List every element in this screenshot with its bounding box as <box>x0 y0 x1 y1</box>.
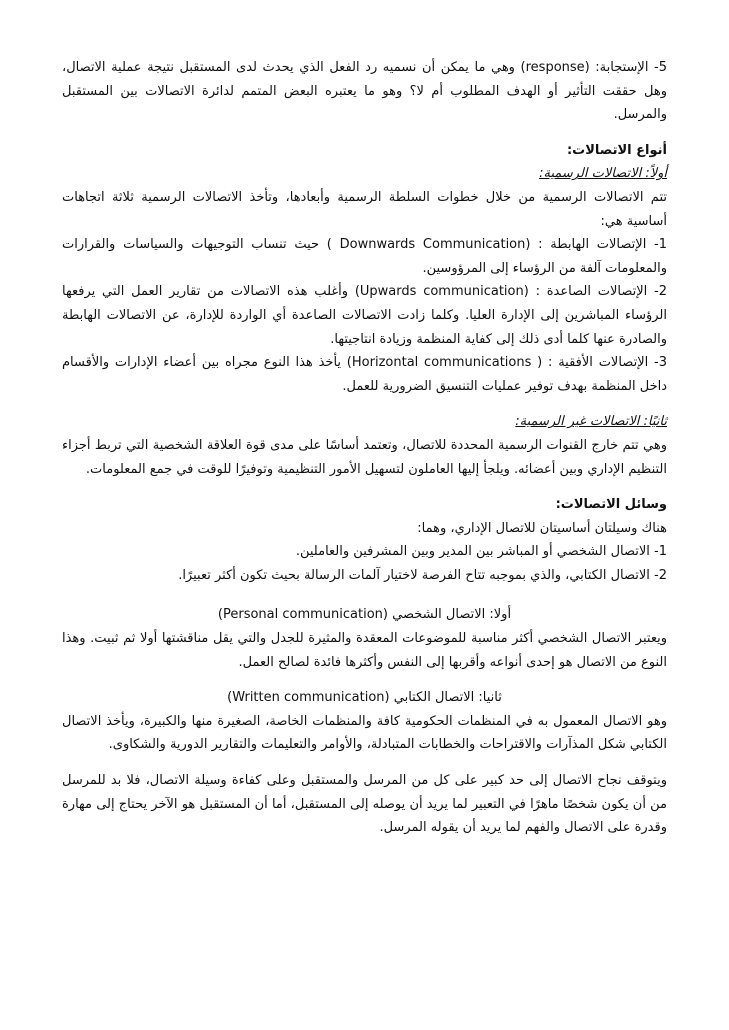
paragraph-means-2: 2- الاتصال الكتابي، والذي بموجبه تتاح الفرصة لاختيار آلمات الرسالة بحيث تكون أكثر تعبيرًا. <box>178 567 667 583</box>
subheading-informal: ثانيًا: الاتصالات غير الرسمية: <box>515 414 667 430</box>
heading-personal: أولا: الاتصال الشخصي (Personal communication) <box>217 607 512 623</box>
paragraph-means-intro: هناك وسيلتان أساسيتان للاتصال الإداري، وهما: <box>417 520 667 536</box>
heading-types: أنواع الاتصالات: <box>566 142 667 158</box>
paragraph-upward: 2- الإتصالات الصاعدة : (Upwards communication) وأغلب هذه الاتصالات من تقارير العمل التي يرفعها الرؤساء المباشرين إلى الإدارة العليا. وكلما زادت الاتصالات الصاعدة أي الواردة للإدارة، عن الاتصالات الهابطة والصادرة عنها كلما أدى ذلك إلى كفاية المنظمة وزيادة انتاجيتها. <box>62 284 667 347</box>
paragraph-informal: وهي تتم خارج القنوات الرسمية المحددة للاتصال، وتعتمد أساسًا على مدى قوة العلاقة الشخصية التي تربط أجزاء التنظيم الإداري وبين أعضائه. ويلجأ إليها العاملون لتسهيل الأمور التنظيمية وتوفيرًا للوقت في جمع المعلومات. <box>62 437 667 477</box>
paragraph-formal: تتم الاتصالات الرسمية من خلال خطوات السلطة الرسمية وأبعادها، وتأخذ الاتصالات الرسمية ثلاثة اتجاهات أساسية هي: <box>62 189 667 229</box>
heading-written: ثانيا: الاتصال الكتابي (Written communication) <box>227 690 502 706</box>
paragraph-written: وهو الاتصال المعمول به في المنظمات الحكومية كافة والمنظمات الخاصة، الصغيرة منها والكبيرة، ويأخذ الاتصال الكتابي شكل المذآرات والاقتراحات والخطابات المتبادلة، والأوامر والتعليمات والتقارير الدورية والشكاوى. <box>62 713 667 753</box>
subheading-formal: أولاً: الاتصالات الرسمية: <box>539 166 667 182</box>
paragraph-means-1: 1- الاتصال الشخصي أو المباشر بين المدير وبين المشرفين والعاملين. <box>295 544 667 560</box>
paragraph-response: 5- الإستجابة: (response) وهي ما يمكن أن نسميه رد الفعل الذي يحدث لدى المستقبل نتيجة عملية الاتصال، وهل حققت التأثير أو الهدف المطلوب أم لا؟ وهو ما يعتبره البعض المتمم لدائرة الاتصالات بين المستقبل والمرسل. <box>62 60 667 123</box>
paragraph-success: ويتوقف نجاح الاتصال إلى حد كبير على كل من المرسل والمستقبل وعلى كفاءة وسيلة الاتصال، فلا بد للمرسل من أن يكون شخصًا ماهرًا في التعبير لما يريد أن يوصله إلى المستقبل، أما أن المستقبل هو الآخر يحتاج إلى مهارة وقدرة على الاتصال والفهم لما يريد أن يقوله المرسل. <box>62 773 667 836</box>
paragraph-downward: 1- الإتصالات الهابطة : (Downwards Communication ) حيث تنساب التوجيهات والسياسات والقرارات والمعلومات آلفة من الرؤساء إلى المرؤوسين. <box>62 237 668 276</box>
paragraph-personal: ويعتبر الاتصال الشخصي أكثر مناسبة للموضوعات المعقدة والمثيرة للجدل والتي يقل مناقشتها أولا ثم ثبيت. وهذا النوع من الاتصال هو إحدى أنواعه وأقربها إلى النفس وأكثرها فائدة لصالح العمل. <box>62 631 667 670</box>
heading-means: وسائل الاتصالات: <box>555 497 667 513</box>
paragraph-horizontal: 3- الإتصالات الأفقية : ( Horizontal communications) يأخذ هذا النوع مجراه بين أعضاء الإدارات والأقسام داخل المنظمة بهدف توفير عمليات التنسيق الضرورية للعمل. <box>62 355 667 394</box>
